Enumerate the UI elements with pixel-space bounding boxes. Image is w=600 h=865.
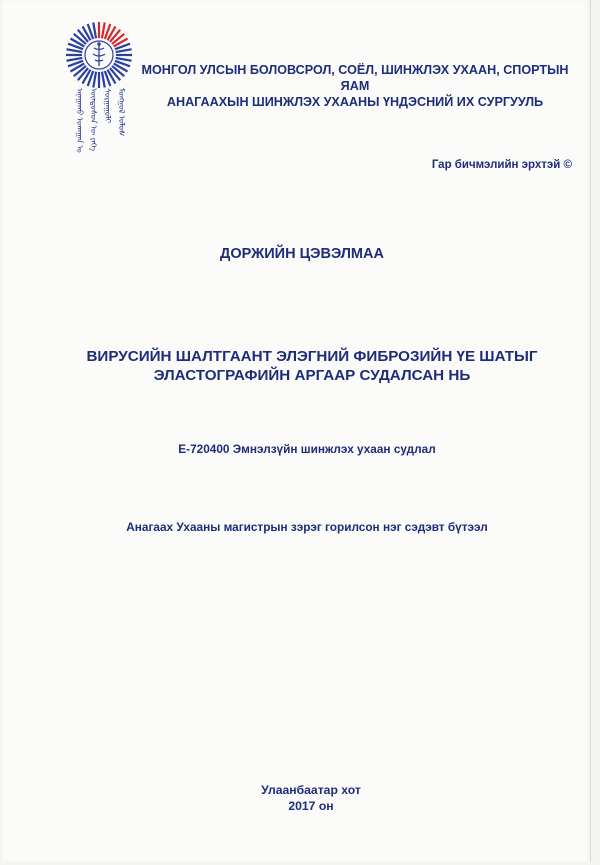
university-emblem-icon <box>64 20 134 90</box>
place-and-year <box>2 782 600 814</box>
emblem-ray <box>93 72 96 88</box>
ministry-name: МОНГОЛ УЛСЫН БОЛОВСРОЛ, СОЁЛ, ШИНЖЛЭХ УХААН, СПОРТЫН ЯАМ <box>141 63 569 93</box>
thesis-title-line-1: ВИРУСИЙН ШАЛТГААНТ ЭЛЭГНИЙ ФИБРОЗИЙН ҮЕ ШАТЫГ <box>86 348 538 365</box>
emblem-ray <box>67 58 83 61</box>
emblem-ray <box>116 58 132 61</box>
emblem-ray <box>102 72 105 88</box>
script-line-2: ᠦᠨᠳᠦᠰᠦᠨ ᠦ ᠶᠡᠬᠡ <box>89 88 98 152</box>
title-page <box>2 0 591 862</box>
emblem-ray <box>67 49 83 52</box>
institution-header <box>140 62 570 110</box>
university-name: АНАГААХЫН ШИНЖЛЭХ УХААНЫ ҮНДЭСНИЙ ИХ СУРГУУЛЬ <box>166 95 544 109</box>
thesis-title <box>42 347 582 385</box>
emblem-ray <box>102 23 105 39</box>
degree-statement: Анагаах Ухааны магистрын зэрэг горилсон нэг сэдэвт бүтээл <box>126 520 488 534</box>
specialty-code: Е-720400 Эмнэлзүйн шинжлэх ухаан судлал <box>178 442 436 456</box>
year: 2017 он <box>288 799 334 813</box>
emblem-ray <box>116 49 132 52</box>
script-line-4: ᠮᠣᠩᠭᠣᠯ ᠤᠯᠤᠰ <box>117 88 126 137</box>
mongolian-script-emblem-text <box>70 88 134 184</box>
script-line-1: ᠠᠨᠠᠭᠠᠬᠤ ᠤᠬᠠᠭᠠᠨ ᠤ <box>75 88 84 153</box>
emblem-ray <box>93 23 96 39</box>
manuscript-rights: Гар бичмэлийн эрхтэй © <box>431 159 572 171</box>
city: Улаанбаатар хот <box>261 783 361 797</box>
thesis-title-line-2: ЭЛАСТОГРАФИЙН АРГААР СУДАЛСАН НЬ <box>153 367 471 384</box>
author-name: ДОРЖИЙН ЦЭВЭЛМАА <box>220 246 384 262</box>
script-line-3: ᠰᠤᠷᠭᠠᠭᠤᠯᠢ <box>103 88 112 124</box>
